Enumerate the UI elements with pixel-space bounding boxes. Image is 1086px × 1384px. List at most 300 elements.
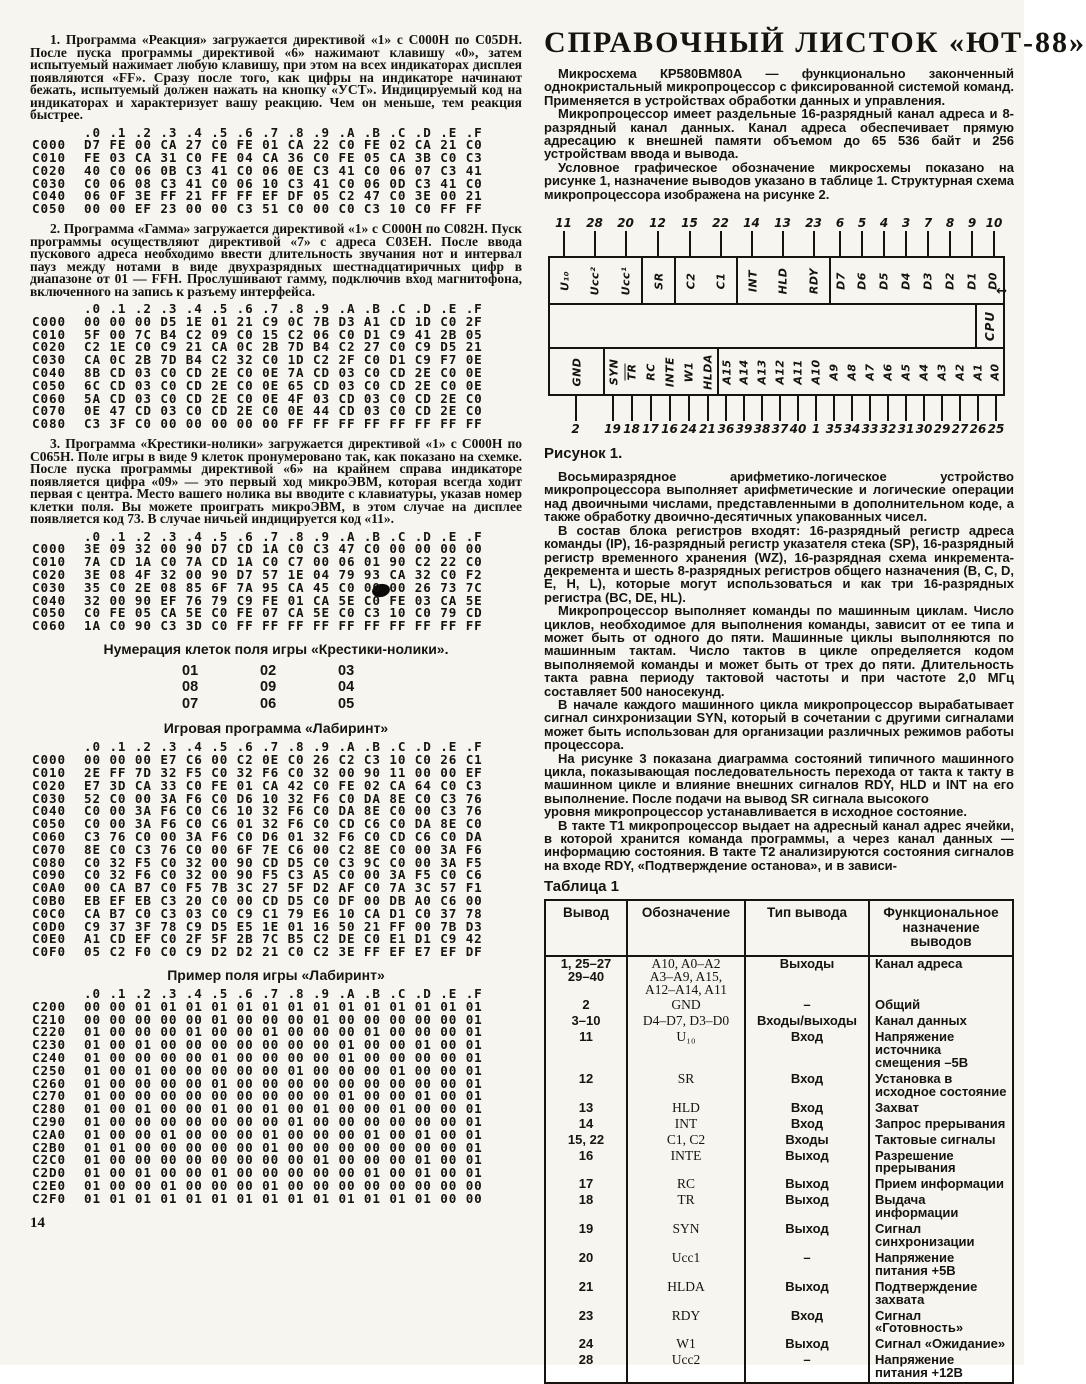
dump-row-address: C2C0	[32, 1152, 66, 1168]
chip-cell-label: A4	[917, 362, 931, 381]
cell-pin-type: Выход	[745, 1280, 869, 1309]
chip-cell-label: W1	[682, 361, 695, 382]
pin-number: 35	[825, 422, 843, 437]
tictactoe-grid-row	[182, 663, 522, 680]
dump-row-bytes: C3 3F C0 00 00 00 00 00 FF FF FF FF FF FF FF FF	[84, 416, 483, 432]
dump-row-bytes: 01 00 01 00 00 00 00 00 01 00 00 00 01 00 00 01	[84, 1062, 483, 1078]
pin-column	[843, 347, 861, 437]
data-bus-arrow-icon: ↔	[996, 284, 1007, 300]
article-title: СПРАВОЧНЫЙ ЛИСТОК «ЮТ-88»	[544, 26, 1086, 59]
tictactoe-cell-number: 04	[338, 679, 355, 696]
cell-pin-number: 12	[578, 1071, 594, 1086]
chip-cell-label: A10	[809, 358, 823, 385]
cell-designation: SR	[627, 1072, 745, 1101]
pin-column	[961, 215, 983, 305]
dump-row-bytes: 05 C2 F0 C0 C9 D2 D2 21 C0 C2 3E FF EF E7 EF DF	[84, 944, 483, 960]
pin-number: 36	[717, 422, 735, 437]
dump-row-bytes: 00 00 EF 23 00 00 C3 51 C0 00 C0 C3 10 C0 FF FF	[84, 201, 483, 217]
chip-cell	[753, 347, 771, 396]
pin-line	[743, 396, 745, 421]
chip-cell	[679, 347, 698, 396]
dump-row-address: C280	[32, 1101, 66, 1117]
pin-line	[927, 231, 929, 256]
pin-line	[905, 396, 907, 421]
table-row	[545, 1309, 1013, 1338]
pin-number: 27	[951, 422, 969, 437]
pin-line	[941, 396, 943, 421]
right-column	[544, 26, 1086, 1384]
cell-pin-type: Входы	[745, 1133, 869, 1149]
pin-column	[915, 347, 933, 437]
chip-cell-label: A15	[720, 358, 734, 385]
heading-labyrinth-program: Игровая программа «Лабиринт»	[163, 720, 389, 737]
table-row	[545, 1280, 1013, 1309]
chip-cell-label: A14	[737, 358, 751, 385]
dump-row-bytes: 5A CD 03 C0 CD 2E C0 0E 4F 03 CD 03 C0 CD 2E C0	[84, 390, 483, 406]
chip-cell	[789, 347, 807, 396]
dump-row-address: C050	[32, 377, 66, 393]
paragraph-gamma: 2. Программа «Гамма» загружается директивой «1» с C000H по C082H. Пуск программы осуществляют директивой «7» с адреса C03EH. После ввода пускового адреса необходимо ввести длительность звучания нот и интервал пауз между нотами в виде двухразрядных шестнадцатиричных цифр в диапазоне от 01 — FFH. Прослушивают гамму, подключив вход магнитофона, включенного на запись к разъему интерфейса.	[30, 221, 522, 299]
dump-row-bytes: 00 00 00 E7 C6 00 C2 0E C0 26 C2 C3 10 C0 26 C1	[84, 752, 483, 768]
chip-cell-label: HLD	[776, 267, 789, 294]
pin-column	[861, 347, 879, 437]
dump-row-bytes: 01 00 00 00 01 00 00 01 00 00 00 01 00 00 00 01	[84, 1024, 483, 1040]
pin-line	[720, 231, 722, 256]
dump-row-address: C050	[32, 605, 66, 621]
pin-number: 25	[987, 422, 1005, 437]
table-row	[545, 1101, 1013, 1117]
pin-number: 33	[861, 422, 879, 437]
chip-top-row	[548, 215, 1014, 305]
cell-pin-number: 17	[578, 1176, 594, 1192]
pin-column	[679, 347, 698, 437]
chip-cell-label: D5	[877, 271, 891, 290]
cell-designation: Ucc1	[627, 1251, 745, 1280]
pin-column	[951, 347, 969, 437]
dump-row-address: C290	[32, 1113, 66, 1129]
dump-row-bytes: 01 01 00 00 00 00 00 01 00 00 00 00 00 00 00 01	[84, 1139, 483, 1155]
dump-row-address: C060	[32, 390, 66, 406]
dump-row-address: C000	[32, 541, 66, 557]
dump-row-address: C2E0	[32, 1177, 66, 1193]
chip-cell	[798, 256, 829, 305]
pin-line	[959, 396, 961, 421]
pin-line	[887, 396, 889, 421]
chip-cell	[579, 256, 610, 305]
dump-row-address: C270	[32, 1088, 66, 1104]
pin-number: 21	[699, 422, 716, 437]
dump-row-bytes: 6C CD 03 C0 CD 2E C0 0E 65 CD 03 C0 CD 2E C0 0E	[84, 377, 483, 393]
pin-line	[971, 231, 973, 256]
cell-pin-type: –	[745, 998, 869, 1014]
cell-function: Сигнал синхронизации	[869, 1222, 1013, 1251]
tictactoe-cell-number: 07	[182, 695, 199, 712]
table-row	[545, 1117, 1013, 1133]
table-row	[545, 998, 1013, 1014]
hex-dump-gamma	[32, 303, 522, 431]
tictactoe-cell-number: 06	[260, 695, 277, 712]
dump-row-address: C030	[32, 579, 66, 595]
pin-number: 1	[811, 422, 821, 437]
dump-row-bytes: 8B CD 03 C0 CD 2E C0 0E 7A CD 03 C0 CD 2E C0 0E	[84, 365, 483, 381]
chip-cell-label: A5	[899, 362, 913, 381]
pin-column	[983, 215, 1005, 305]
dump-row-address: C090	[32, 867, 66, 883]
chip-cell-label: D2	[943, 271, 957, 290]
chip-cell	[897, 347, 915, 396]
pin-number: 26	[969, 422, 987, 437]
dump-row-bytes: 3E 08 4F 32 00 90 D7 57 1E 04 79 93 CA 32 C0 F2	[84, 566, 483, 582]
body-paragraph-3: Микропроцессор выполняет команды по машинным циклам. Число циклов, необходимое для выполнения команды, зависит от ее типа и может быть от одного до пяти. Машинные циклы выполняются по машинным тактам. Число тактов в цикле определяется кодом выполняемой команды и может быть от трех до пяти. Длительность такта равна периоду тактовой частоты и при частоте 2,0 МГц составляет 500 наносекунд.	[544, 603, 1014, 699]
chip-cell-label: A6	[881, 362, 895, 381]
pin-line	[949, 231, 951, 256]
chip-cell	[660, 347, 679, 396]
pin-column	[851, 215, 873, 305]
dump-row-address: C040	[32, 803, 66, 819]
hex-dump-labyrinth-field	[32, 985, 522, 1206]
cell-designation: RDY	[627, 1309, 745, 1338]
table-head	[545, 900, 1013, 956]
dump-row-bytes: 01 00 00 00 00 01 00 00 00 00 00 00 00 00 00 01	[84, 1075, 483, 1091]
cell-designation: SYN	[627, 1222, 745, 1251]
dump-header-labels: .0 .1 .2 .3 .4 .5 .6 .7 .8 .9 .A .B .C .D .E .F	[84, 124, 483, 140]
pin-line	[861, 231, 863, 256]
chip-bottom-row	[548, 347, 1014, 437]
dump-row	[32, 418, 522, 431]
tictactoe-cell-number: 03	[338, 662, 355, 679]
pin-line	[995, 396, 997, 421]
chip-cell-label: SYN	[607, 358, 620, 385]
pin-number: 15	[681, 216, 698, 231]
dump-row-address: C020	[32, 339, 66, 355]
cell-pin-type: –	[745, 1353, 869, 1383]
dump-row-bytes: 01 00 01 00 00 01 00 00 00 00 00 01 00 01 00 01	[84, 1165, 483, 1181]
intro-paragraph-1: Микросхема КР580ВМ80А — функционально законченный однокристальный микропроцессор с фиксированной системой команд. Применяется в устройствах обработки данных и управления.	[544, 66, 1014, 108]
pin-line	[563, 231, 565, 256]
table-header-row	[545, 900, 1013, 956]
cell-function: Напряжение питания +12В	[869, 1353, 1013, 1383]
chip-cell-label: A3	[935, 362, 949, 381]
table-body	[545, 956, 1013, 1383]
table-header-cell: Вывод	[545, 900, 627, 956]
dump-row-address: C250	[32, 1062, 66, 1078]
pin-number: 3	[901, 216, 911, 231]
heading-labyrinth-field: Пример поля игры «Лабиринт»	[167, 966, 385, 983]
hex-dump-reaction	[32, 124, 522, 217]
cell-pin-type: Выход	[745, 1149, 869, 1178]
table-header-cell: Обозначение	[627, 900, 745, 956]
chip-cell-label: A8	[845, 362, 859, 381]
dump-row-bytes: 01 00 00 00 00 00 00 00 00 00 01 00 00 01 00 01	[84, 1088, 483, 1104]
pin-line	[797, 396, 799, 421]
dump-row-bytes: 01 00 00 00 00 01 00 00 00 00 01 00 00 00 00 01	[84, 1049, 483, 1065]
dump-row-bytes: 01 00 01 00 00 01 00 01 00 01 00 00 01 00 00 01	[84, 1101, 483, 1117]
dump-row-bytes: CA B7 C0 C3 03 C0 C9 C1 79 E6 10 CA D1 C0 37 78	[84, 905, 483, 921]
chip-cell	[735, 347, 753, 396]
dump-row-bytes: 35 C0 2E 08 85 6F 7A 95 CA 45 C0 00 00 26 73 7C	[84, 579, 483, 595]
dump-row-address: C010	[32, 150, 66, 166]
dump-row-address: C070	[32, 841, 66, 857]
pin-number: 39	[735, 422, 753, 437]
tictactoe-grid-row	[182, 679, 522, 696]
chip-cell-label: D3	[921, 271, 935, 290]
dump-row-address: C0C0	[32, 905, 66, 921]
pin-column	[548, 215, 579, 305]
pin-line	[657, 231, 659, 256]
dump-row-address: C220	[32, 1024, 66, 1040]
pin-number: 40	[789, 422, 807, 437]
dump-row-address: C060	[32, 618, 66, 634]
chip-cell-label: Ucc²	[588, 266, 601, 295]
pin-column	[933, 347, 951, 437]
cell-function: Установка в исходное состояние	[869, 1072, 1013, 1101]
dump-row-address: C2B0	[32, 1139, 66, 1155]
chip-cell	[829, 256, 851, 305]
cell-function: Напряжение питания +5В	[869, 1251, 1013, 1280]
cell-designation: HLDA	[627, 1280, 745, 1309]
dump-row-bytes: C0 32 F6 C0 32 00 90 F5 C3 A5 C0 00 3A F5 C0 C6	[84, 867, 483, 883]
chip-cell	[674, 256, 705, 305]
dump-row	[32, 946, 522, 959]
pin-column	[736, 215, 767, 305]
cell-pin-number: 19	[578, 1221, 594, 1237]
chip-cell	[851, 256, 873, 305]
chip-cell	[807, 347, 825, 396]
body-paragraph-6: уровня микропроцессор устанавливается в исходное состояние.	[544, 804, 968, 820]
pin-line	[689, 231, 691, 256]
dump-row-bytes: 40 C0 06 0B C3 41 C0 06 0E C3 41 C0 06 07 C3 41	[84, 162, 483, 178]
table-row	[545, 1177, 1013, 1193]
dump-row-bytes: C0 06 08 C3 41 C0 06 10 C3 41 C0 06 0D C3 41 C0	[84, 175, 483, 191]
table-row	[545, 1014, 1013, 1030]
dump-row-address: C2D0	[32, 1165, 66, 1181]
body-paragraph-2: В состав блока регистров входят: 16-разрядный регистр адреса команды (IP), 16-разрядный регистр указателя стека (SP), 16-разрядный регистр временного хранения (WZ), 16-разрядная схема инкремента-декремента и шесть 8-разрядных регистров общего назначения (B, C, D, E, H, L), которые могут использоваться и как три 16-разрядных регистра (BC, DE, HL).	[544, 522, 1014, 605]
dump-header-labels: .0 .1 .2 .3 .4 .5 .6 .7 .8 .9 .A .B .C .D .E .F	[84, 985, 483, 1001]
table-row	[545, 1337, 1013, 1353]
chip-cell-label: D1	[965, 271, 979, 290]
cell-pin-type: Вход	[745, 1309, 869, 1338]
dump-row-bytes: C0 00 3A F6 C0 C6 01 32 F6 C0 CD C6 C0 DA 8E C0	[84, 816, 483, 832]
chip-cell-label: A9	[827, 362, 841, 381]
dump-row-address: C020	[32, 162, 66, 178]
cell-pin-type: Вход	[745, 1030, 869, 1072]
dump-row-bytes: 8E C0 C3 76 C0 00 6F 7E C6 00 C2 8E C0 00 3A F6	[84, 841, 483, 857]
pin-number: 18	[623, 422, 640, 437]
dump-row-bytes: A1 CD EF C0 2F 5F 2B 7C B5 C2 DE C0 E1 D1 C9 42	[84, 931, 483, 947]
chip-cell	[843, 347, 861, 396]
pin-column	[917, 215, 939, 305]
dump-row-bytes: 00 CA B7 C0 F5 7B 3C 27 5F D2 AF C0 7A 3C 57 F1	[84, 880, 483, 896]
pin-column	[789, 347, 807, 437]
dump-row-address: C2A0	[32, 1126, 66, 1142]
table-row	[545, 956, 1013, 999]
cell-designation: INT	[627, 1117, 745, 1133]
dump-row-address: C010	[32, 554, 66, 570]
dump-row-bytes: E7 3D CA 33 C0 FE 01 CA 42 C0 FE 02 CA 64 C0 C3	[84, 777, 483, 793]
dump-row-address: C240	[32, 1049, 66, 1065]
chip-cell	[825, 347, 843, 396]
chip-cell-label: D6	[855, 271, 869, 290]
pin-number: 19	[604, 422, 621, 437]
chip-cell	[548, 347, 603, 396]
pin-line	[883, 231, 885, 256]
dump-row-bytes: 01 00 00 00 00 00 00 00 00 01 00 00 00 01 00 01	[84, 1152, 483, 1168]
pin-column	[879, 347, 897, 437]
heading-tictactoe-numbering: Нумерация клеток поля игры «Крестики-нолики».	[103, 640, 449, 657]
dump-row-address: C210	[32, 1011, 66, 1027]
chip-cell	[548, 256, 579, 305]
pin-line	[923, 396, 925, 421]
pin-line	[782, 231, 784, 256]
dump-header-labels: .0 .1 .2 .3 .4 .5 .6 .7 .8 .9 .A .B .C .D .E .F	[84, 739, 483, 755]
pin-number: 2	[571, 422, 580, 437]
cell-pin-number: 23	[578, 1307, 594, 1323]
table-header-cell: Тип вывода	[745, 900, 869, 956]
chip-cell	[861, 347, 879, 396]
intro-paragraph-2: Микропроцессор имеет раздельные 16-разрядный канал адреса и 8-разрядный канал данных. Канал адреса обеспечивает прямую адресацию к внешней памяти объемом до 65 536 байт и 256 устройствам ввода и вывода.	[544, 106, 1014, 162]
cell-designation: A10, A0–A2 A3–A9, A15, A12–A14, A11	[627, 956, 745, 999]
chip-cell	[969, 347, 987, 396]
chip-cell	[603, 347, 622, 396]
dump-row-address: C260	[32, 1075, 66, 1091]
pin-number: 11	[555, 216, 572, 231]
cell-pin-number: 3–10	[571, 1013, 601, 1029]
pin-column	[825, 347, 843, 437]
pin-line	[669, 396, 671, 421]
chip-cell-label: $\overline{TR}$	[625, 363, 638, 381]
dump-row-address: C070	[32, 403, 66, 419]
pin-column	[674, 215, 705, 305]
pin-number: 4	[879, 216, 889, 231]
chip-cell-label: HLDA	[701, 353, 714, 390]
cell-pin-number: 15, 22	[567, 1131, 605, 1147]
dump-row-address: C000	[32, 752, 66, 768]
pin-line	[761, 396, 763, 421]
pin-line	[650, 396, 652, 421]
dump-row-address: C040	[32, 592, 66, 608]
cell-pin-number: 16	[578, 1147, 594, 1163]
dump-row-bytes: C9 37 3F 78 C9 D5 E5 1E 01 16 50 21 FF 00 7B D3	[84, 918, 483, 934]
body-paragraph-5: На рисунке 3 показана диаграмма состояний типичного машинного цикла, показывающая последовательность перехода от такта к такту в машинном цикле и влияние внешних сигналов RDY, HLD и INT на его выполнение. После подачи на вывод SR сигнала высокого	[544, 750, 1014, 806]
chip-cell-label: INTE	[663, 356, 676, 387]
chip-cell	[879, 347, 897, 396]
pin-column	[622, 347, 641, 437]
table-row	[545, 1193, 1013, 1222]
pin-line	[725, 396, 727, 421]
pin-number: 24	[680, 422, 697, 437]
chip-cell-label: A0	[988, 362, 1002, 381]
cell-pin-type: Входы/выходы	[745, 1014, 869, 1030]
cell-pin-type: Выходы	[745, 956, 869, 999]
chip-cell	[641, 347, 660, 396]
paragraph-tictactoe: 3. Программа «Крестики-нолики» загружается директивой «1» с C000H по C065H. Поле игры в виде 9 клеток пронумеровано так, как показано на схемке. После пуска программы директивой «6» на крайнем справа индикаторе появляется цифра «09» — это первый ход микроЭВМ, которая всегда ходит первая с центра. Место вашего нолика вы вводите с клавиатуры, указав номер клетки поля. Вы можете проиграть микроЭВМ, в этом случае на дисплее появляется код 73. В случае ничьей индицируется код «11».	[30, 436, 522, 527]
cell-designation: U₁₀	[627, 1030, 745, 1072]
chip-cell-label: A12	[773, 358, 787, 385]
table-row	[545, 1149, 1013, 1178]
tictactoe-cell-number: 01	[182, 662, 199, 679]
dump-row-address: C0D0	[32, 918, 66, 934]
pin-line	[993, 231, 995, 256]
dump-row-address: C010	[32, 326, 66, 342]
pin-column	[641, 347, 660, 437]
table-row	[545, 1030, 1013, 1072]
chip-cell	[698, 347, 717, 396]
pin-line	[839, 231, 841, 256]
pin-number: 10	[985, 216, 1003, 231]
pin-column	[610, 215, 641, 305]
pin-column	[829, 215, 851, 305]
pin-column	[698, 347, 717, 437]
dump-row-bytes: FE 03 CA 31 C0 FE 04 CA 36 C0 FE 05 CA 3B C0 C3	[84, 150, 483, 166]
chip-cell	[705, 256, 736, 305]
dump-row-bytes: EB EF EB C3 20 C0 00 CD D5 C0 DF 00 DB A0 C6 00	[84, 892, 483, 908]
cell-pin-number: 21	[578, 1278, 594, 1294]
chip-cell-label: C1	[714, 272, 727, 289]
dump-row-bytes: C0 00 3A F6 C0 C6 10 32 F6 C0 DA 8E C0 00 C3 76	[84, 803, 483, 819]
chip-cell-label: RDY	[807, 267, 820, 294]
cell-function: Тактовые сигналы	[869, 1133, 1013, 1149]
body-paragraph-4: В начале каждого машинного цикла микропроцессор вырабатывает сигнал синхронизации SYN, который в сочетании с другими сигналами может быть использован для организации различных режимов работы процессора.	[544, 696, 1014, 753]
dump-row-bytes: 06 0F 3E FF 21 FF FF EF DF 05 C2 47 C0 3E 00 21	[84, 188, 483, 204]
pin-column	[873, 215, 895, 305]
dump-row-bytes: 7A CD 1A C0 7A CD 1A C0 C7 00 06 01 90 C2 22 C0	[84, 554, 483, 570]
chip-cell	[717, 347, 735, 396]
chip-cell-label: Ucc¹	[619, 266, 632, 295]
pin-column	[771, 347, 789, 437]
chip-cell-label: A7	[863, 362, 877, 381]
dump-row-address: C030	[32, 175, 66, 191]
pin-line	[815, 396, 817, 421]
chip-cell-label: D7	[834, 271, 848, 290]
dump-row-bytes: 01 00 00 00 00 00 00 00 01 00 00 00 00 00 00 01	[84, 1113, 483, 1129]
chip-cell-label: A1	[971, 362, 985, 381]
hex-dump-tictactoe	[32, 528, 522, 634]
table-row	[545, 1251, 1013, 1280]
dump-row-bytes: C0 32 F5 C0 32 00 90 CD D5 C0 C3 9C C0 00 3A F5	[84, 854, 483, 870]
cell-pin-type: Выход	[745, 1193, 869, 1222]
pin-column	[939, 215, 961, 305]
pin-line	[977, 396, 979, 421]
cell-pin-number: 13	[578, 1099, 594, 1115]
dump-row	[32, 620, 522, 633]
pin-line	[594, 231, 596, 256]
chip-cell-label: D4	[899, 271, 913, 290]
pin-number: 22	[712, 216, 729, 231]
cell-designation: RC	[627, 1177, 745, 1193]
pin-line	[707, 396, 709, 421]
cell-function: Сигнал «Ожидание»	[869, 1337, 1013, 1353]
cell-pin-number: 14	[578, 1115, 594, 1131]
pin-line	[631, 396, 633, 421]
chip-cell	[987, 347, 1005, 396]
table1-caption: Таблица 1	[544, 878, 620, 896]
dump-row-address: C000	[32, 313, 66, 329]
pin-column	[603, 347, 622, 437]
chip-cell	[736, 256, 767, 305]
chip-cell-label: C2	[684, 272, 697, 289]
pin-column	[798, 215, 829, 305]
pin-column	[987, 347, 1005, 437]
dump-row-bytes: 32 00 90 EF 76 79 C9 FE 01 CA 5E C0 FE 03 CA 5E	[84, 592, 483, 608]
chip-cell-label: GND	[570, 357, 583, 386]
dump-row-address: C030	[32, 352, 66, 368]
pin-number: 31	[897, 422, 915, 437]
pin-number: 30	[915, 422, 933, 437]
cell-pin-type: Вход	[745, 1072, 869, 1101]
table-row	[545, 1133, 1013, 1149]
dump-row-address: C0A0	[32, 880, 66, 896]
pin-column	[579, 215, 610, 305]
